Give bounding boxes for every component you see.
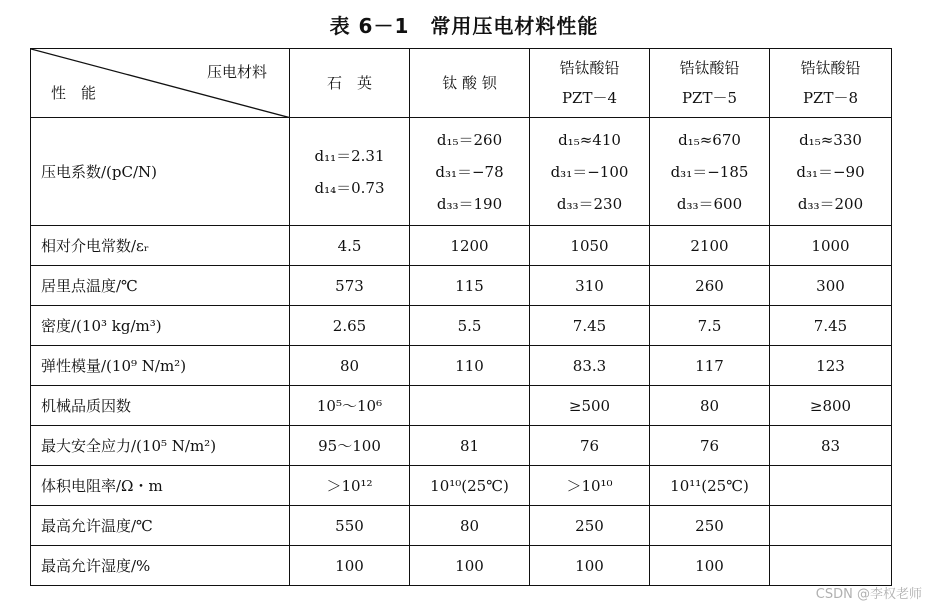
value-cell: 550	[290, 506, 410, 546]
header-material-line: PZT－8	[802, 89, 859, 107]
coefficient-value: d₃₁＝−78	[435, 162, 504, 181]
value-cell: 83	[770, 426, 892, 466]
value-cell	[770, 506, 892, 546]
value-cell: 76	[650, 426, 770, 466]
value-cell: 10¹⁰(25℃)	[410, 466, 530, 506]
value-cell: 10⁵～10⁶	[290, 386, 410, 426]
row-label: 最大安全应力/(10⁵ N/m²)	[31, 426, 290, 466]
coefficient-cell	[410, 118, 530, 226]
value-cell: 7.45	[770, 306, 892, 346]
header-material-line: 锆钛酸铅	[679, 59, 740, 77]
value-cell: 100	[410, 546, 530, 586]
property-row	[31, 546, 892, 586]
header-material	[530, 49, 650, 118]
value-cell: 95～100	[290, 426, 410, 466]
coefficient-value: d₃₁＝−100	[550, 162, 629, 181]
header-material-line: PZT－4	[561, 89, 618, 107]
watermark: CSDN @李权老师	[815, 587, 922, 602]
property-row	[31, 426, 892, 466]
value-cell: 2.65	[290, 306, 410, 346]
value-cell: 4.5	[290, 226, 410, 266]
value-cell: 7.45	[530, 306, 650, 346]
row-label: 居里点温度/℃	[31, 266, 290, 306]
corner-materials-label: 压电材料	[206, 63, 267, 81]
value-cell: 115	[410, 266, 530, 306]
value-cell: ＞10¹⁰	[530, 466, 650, 506]
header-material	[650, 49, 770, 118]
property-row	[31, 386, 892, 426]
value-cell: 250	[530, 506, 650, 546]
value-cell: 300	[770, 266, 892, 306]
table-title: 表 6－1 常用压电材料性能	[329, 14, 599, 38]
row-label: 最高允许温度/℃	[31, 506, 290, 546]
value-cell: 10¹¹(25℃)	[650, 466, 770, 506]
value-cell: ＞10¹²	[290, 466, 410, 506]
row-label: 相对介电常数/εᵣ	[31, 226, 290, 266]
value-cell: 7.5	[650, 306, 770, 346]
value-cell: 117	[650, 346, 770, 386]
header-material-line: 锆钛酸铅	[559, 59, 620, 77]
coefficient-value: d₁₁＝2.31	[314, 146, 385, 165]
header-corner-cell	[31, 49, 290, 118]
value-cell: 100	[650, 546, 770, 586]
property-row	[31, 506, 892, 546]
value-cell	[770, 466, 892, 506]
value-cell: 80	[410, 506, 530, 546]
coefficient-value: d₁₅＝260	[436, 130, 503, 149]
coefficient-value: d₃₁＝−185	[670, 162, 749, 181]
value-cell: 1050	[530, 226, 650, 266]
value-cell: 80	[290, 346, 410, 386]
property-row	[31, 226, 892, 266]
value-cell: 100	[530, 546, 650, 586]
property-row	[31, 466, 892, 506]
header-material	[290, 49, 410, 118]
value-cell: 5.5	[410, 306, 530, 346]
value-cell	[410, 386, 530, 426]
value-cell: 260	[650, 266, 770, 306]
value-cell: 110	[410, 346, 530, 386]
value-cell: ≥800	[770, 386, 892, 426]
coefficient-value: d₃₃＝190	[436, 194, 503, 213]
property-row	[31, 306, 892, 346]
coefficient-value: d₃₃＝230	[556, 194, 623, 213]
value-cell: ≥500	[530, 386, 650, 426]
value-cell: 1000	[770, 226, 892, 266]
value-cell: 100	[290, 546, 410, 586]
coefficient-value: d₃₃＝600	[676, 194, 743, 213]
coefficient-row	[31, 118, 892, 226]
header-row	[31, 49, 892, 118]
value-cell: 80	[650, 386, 770, 426]
value-cell: 83.3	[530, 346, 650, 386]
value-cell: 2100	[650, 226, 770, 266]
property-row	[31, 266, 892, 306]
header-material-line: 锆钛酸铅	[800, 59, 861, 77]
coefficient-value: d₃₃＝200	[797, 194, 864, 213]
row-label: 密度/(10³ kg/m³)	[31, 306, 290, 346]
coefficient-value: d₁₄＝0.73	[314, 178, 385, 197]
value-cell: 310	[530, 266, 650, 306]
value-cell: 81	[410, 426, 530, 466]
row-label: 体积电阻率/Ω・m	[31, 466, 290, 506]
header-material-line: 钛 酸 钡	[442, 74, 497, 92]
coefficient-value: d₃₁＝−90	[796, 162, 865, 181]
value-cell	[770, 546, 892, 586]
row-label: 压电系数/(pC/N)	[31, 118, 290, 226]
header-material	[770, 49, 892, 118]
coefficient-cell	[650, 118, 770, 226]
row-label: 最高允许湿度/%	[31, 546, 290, 586]
coefficient-value: d₁₅≈410	[558, 130, 621, 149]
coefficient-cell	[770, 118, 892, 226]
coefficient-value: d₁₅≈670	[678, 130, 741, 149]
row-label: 弹性模量/(10⁹ N/m²)	[31, 346, 290, 386]
corner-properties-label: 性 能	[51, 84, 97, 102]
value-cell: 76	[530, 426, 650, 466]
value-cell: 250	[650, 506, 770, 546]
property-row	[31, 346, 892, 386]
value-cell: 123	[770, 346, 892, 386]
header-material-line: PZT－5	[681, 89, 738, 107]
value-cell: 1200	[410, 226, 530, 266]
coefficient-cell	[530, 118, 650, 226]
piezo-materials-table	[30, 48, 892, 586]
header-material-line: 石 英	[326, 74, 372, 92]
coefficient-cell	[290, 118, 410, 226]
coefficient-value: d₁₅≈330	[799, 130, 862, 149]
header-material	[410, 49, 530, 118]
row-label: 机械品质因数	[31, 386, 290, 426]
value-cell: 573	[290, 266, 410, 306]
